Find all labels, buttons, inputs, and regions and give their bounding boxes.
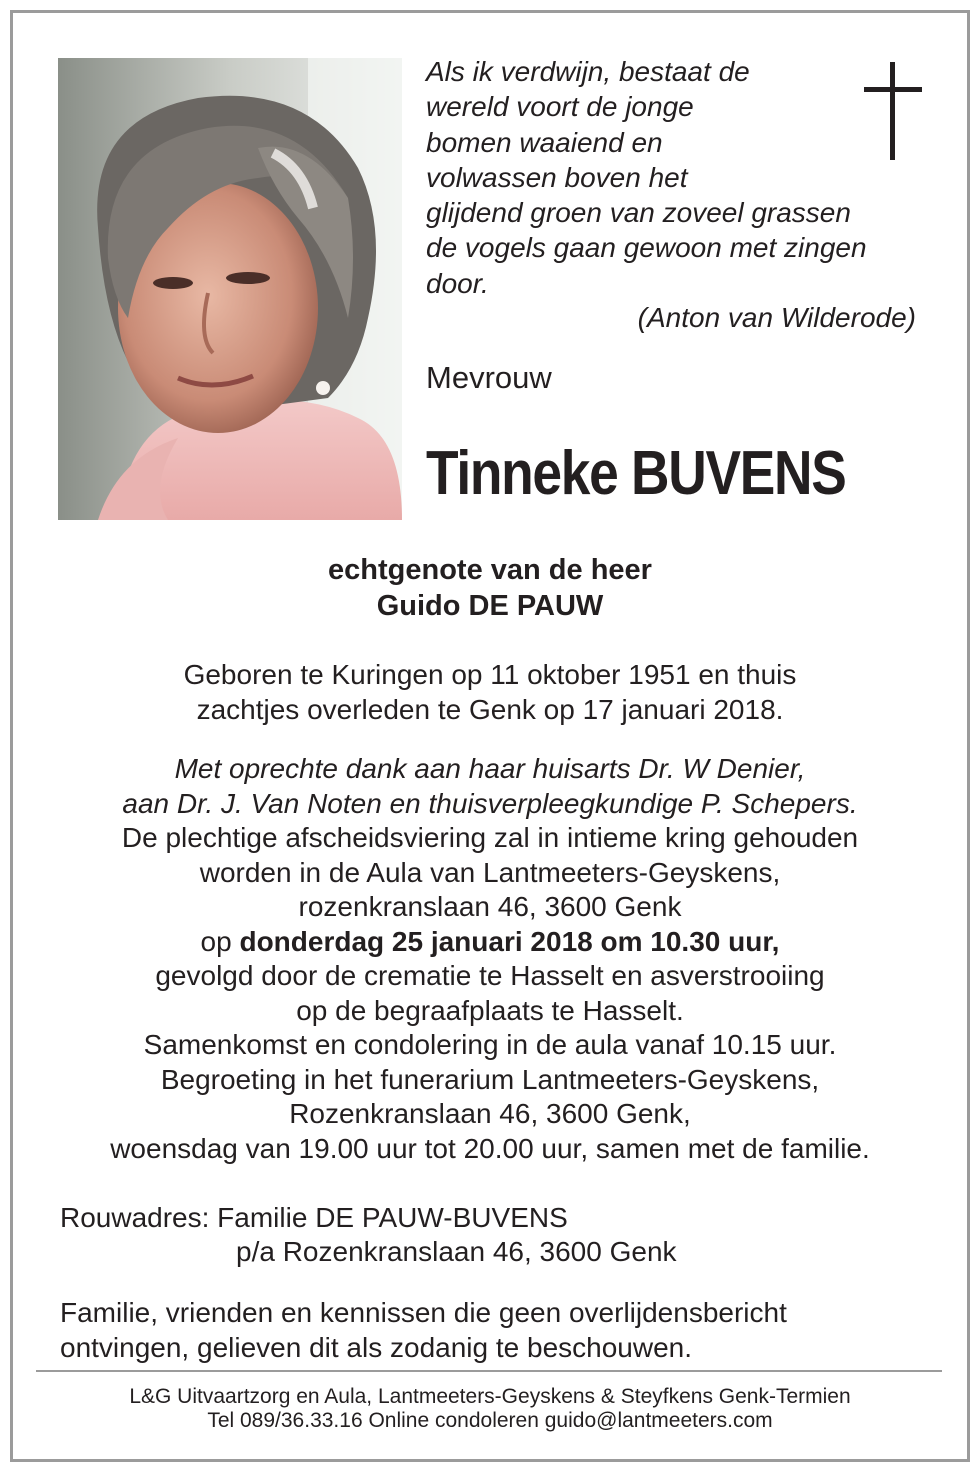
ceremony-date-line — [40, 925, 940, 960]
ceremony-block — [40, 752, 940, 1166]
poem — [426, 54, 926, 301]
latin-cross-icon — [864, 62, 922, 160]
poem-line: volwassen boven het — [426, 161, 688, 193]
birth-death-line: Geboren te Kuringen op 11 oktober 1951 en thuis — [183, 659, 797, 690]
thanks-line: aan Dr. J. Van Noten en thuisverpleegkundige P. Schepers. — [122, 787, 858, 819]
family-note-line: ontvingen, gelieven dit als zodanig te beschouwen. — [60, 1331, 692, 1363]
ceremony-line: De plechtige afscheidsviering zal in intieme kring gehouden — [121, 822, 859, 853]
ceremony-line: worden in de Aula van Lantmeeters-Geyskens, — [199, 856, 781, 888]
poem-line: glijdend groen van zoveel grassen — [426, 197, 851, 229]
family-note — [60, 1296, 787, 1365]
thanks-line: Met oprechte dank aan haar huisarts Dr. W Denier, — [174, 753, 806, 784]
ceremony-line: gevolgd door de crematie te Hasselt en asverstrooiing — [155, 960, 825, 991]
poem-line: Als ik verdwijn, bestaat de — [426, 56, 750, 87]
birth-death-line: zachtjes overleden te Genk op 17 januari 2018. — [196, 693, 784, 725]
poem-line: door. — [426, 267, 489, 299]
footer-contact[interactable]: Tel 089/36.33.16 Online condoleren guido@lantmeeters.com — [207, 1409, 773, 1432]
footer-divider — [36, 1370, 942, 1372]
mourning-address-line2: p/a Rozenkranslaan 46, 3600 Genk — [236, 1236, 677, 1267]
footer — [40, 1385, 940, 1433]
ceremony-line: rozenkranslaan 46, 3600 Genk — [298, 891, 682, 922]
ceremony-line: woensdag van 19.00 uur tot 20.00 uur, samen met de familie. — [110, 1132, 870, 1164]
portrait-photo — [58, 58, 402, 520]
honorific: Mevrouw — [426, 360, 552, 395]
ceremony-line: Samenkomst en condolering in de aula vanaf 10.15 uur. — [143, 1029, 837, 1060]
deceased-name: Tinneke BUVENS — [426, 439, 846, 508]
ceremony-date: donderdag 25 januari 2018 om 10.30 uur, — [239, 925, 780, 957]
poem-line: wereld voort de jonge — [426, 91, 694, 123]
ceremony-line: op de begraafplaats te Hasselt. — [296, 994, 684, 1026]
family-note-line: Familie, vrienden en kennissen die geen overlijdensbericht — [60, 1297, 787, 1328]
footer-line: L&G Uitvaartzorg en Aula, Lantmeeters-Geyskens & Steyfkens Genk-Termien — [129, 1385, 851, 1408]
ceremony-line: Begroeting in het funerarium Lantmeeters-Geyskens, — [160, 1063, 820, 1095]
relation-text: echtgenote van de heer — [328, 554, 652, 586]
date-prefix: op — [200, 925, 232, 957]
ceremony-line: Rozenkranslaan 46, 3600 Genk, — [289, 1098, 691, 1129]
birth-death-block — [40, 658, 940, 727]
spouse-name: Guido DE PAUW — [376, 590, 604, 622]
spouse-block — [40, 552, 940, 624]
mourning-address: Rouwadres: Familie DE PAUW-BUVENS — [60, 1202, 568, 1233]
poem-author: (Anton van Wilderode) — [637, 302, 916, 333]
poem-line: bomen waaiend en — [426, 126, 663, 158]
poem-line: de vogels gaan gewoon met zingen — [426, 232, 867, 264]
